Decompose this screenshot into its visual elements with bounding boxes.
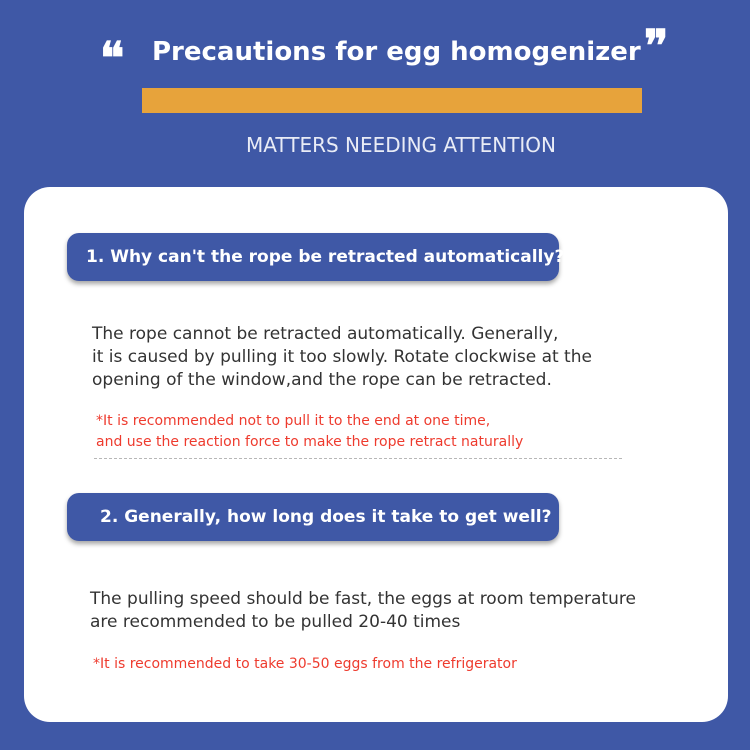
note-1-line-2: and use the reaction force to make the rope retract naturally (96, 434, 524, 450)
note-2-line-1: *It is recommended to take 30-50 eggs from the refrigerator (93, 656, 517, 672)
answer-2-line-2: are recommended to be pulled 20-40 times (90, 612, 461, 632)
header-title-row (0, 21, 750, 84)
accent-bar (142, 88, 642, 113)
answer-2-line-1: The pulling speed should be fast, the eggs at room temperature (90, 589, 636, 609)
answer-1-text (92, 323, 592, 392)
note-1-text (96, 411, 523, 453)
answer-2-text (90, 588, 636, 634)
answer-1-line-2: it is caused by pulling it too slowly. Rotate clockwise at the (92, 347, 592, 367)
question-2-pill: 2. Generally, how long does it take to get well? (67, 493, 559, 541)
close-quote-icon: ❜❜ (644, 21, 665, 72)
note-2-text (93, 654, 517, 675)
note-1-line-1: *It is recommended not to pull it to the end at one time, (96, 413, 491, 429)
page-subtitle: MATTERS NEEDING ATTENTION (245, 133, 557, 157)
answer-1-line-3: opening of the window,and the rope can be retracted. (92, 370, 552, 390)
open-quote-icon: ❛❛ (100, 33, 121, 84)
section-divider (94, 458, 622, 459)
question-1-pill: 1. Why can't the rope be retracted automatically? (67, 233, 559, 281)
page-title: Precautions for egg homogenizer (152, 37, 641, 67)
precautions-card (24, 187, 728, 722)
answer-1-line-1: The rope cannot be retracted automatically. Generally, (92, 324, 559, 344)
